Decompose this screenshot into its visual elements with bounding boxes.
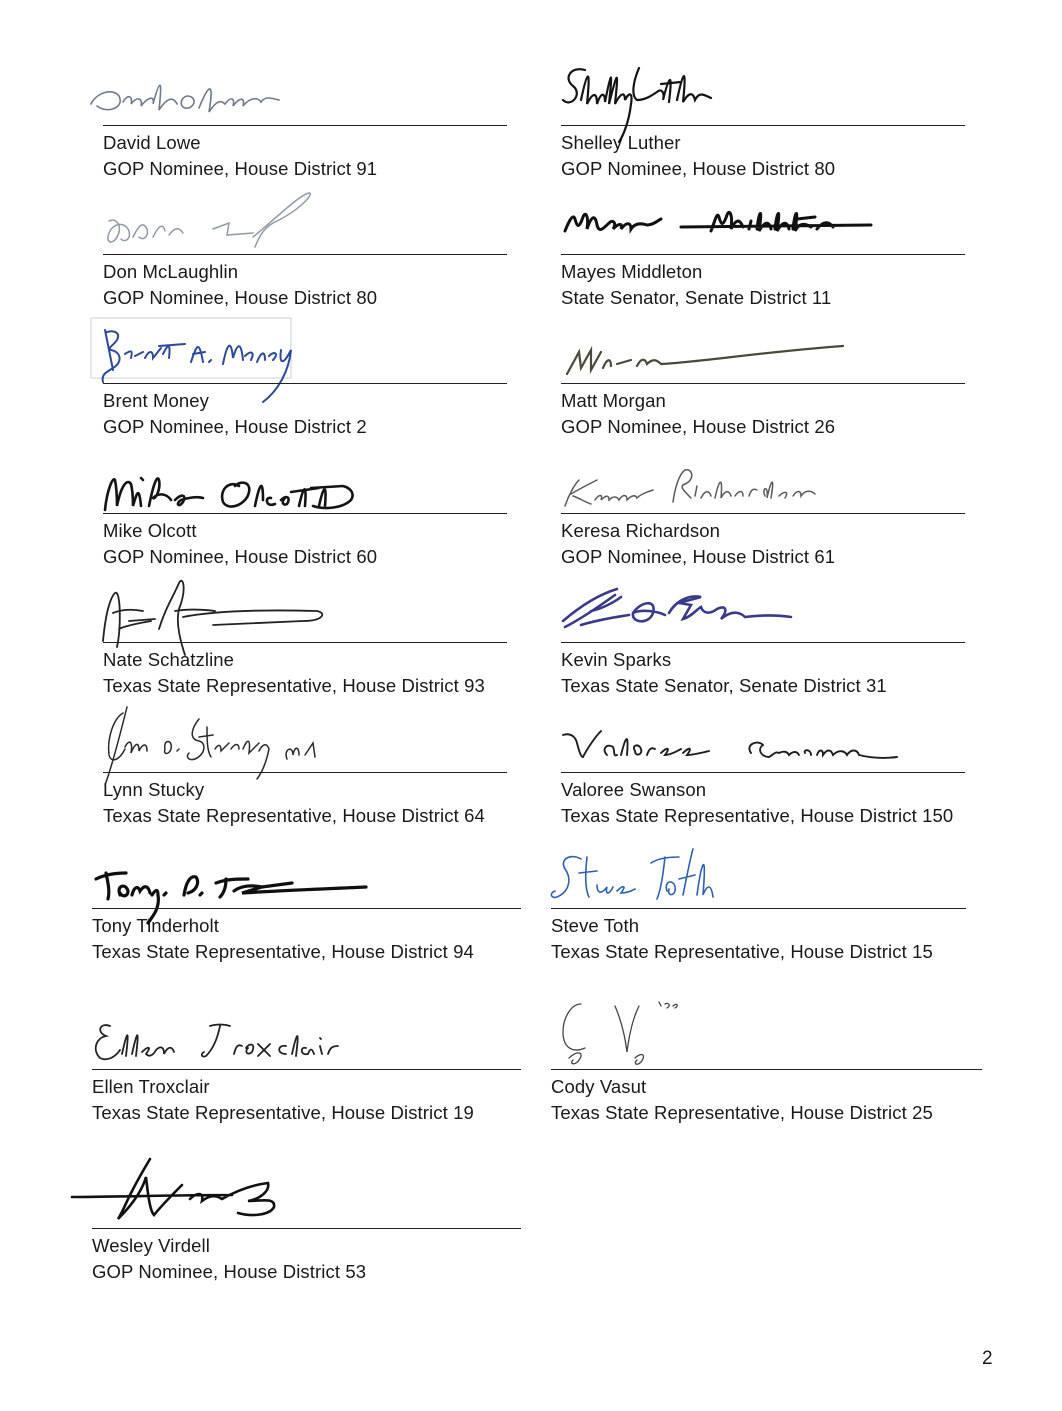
signature-ellen-troxclair [92, 996, 392, 1070]
signature-block-cody-vasut [551, 996, 982, 1126]
signature-block-don-mclaughlin [103, 181, 507, 311]
signature-matt-morgan [561, 310, 861, 384]
signature-block-ellen-troxclair [92, 996, 521, 1126]
signature-nate-schatzline [103, 569, 343, 659]
signature-area [551, 996, 982, 1070]
signature-block-lynn-stucky [103, 699, 507, 829]
signature-keresa-richardson [561, 440, 841, 514]
signer-title: Texas State Representative, House District 25 [551, 1102, 933, 1123]
signer-name: Mike Olcott [103, 520, 197, 541]
signer-name: David Lowe [103, 132, 201, 153]
signer-title: Texas State Senator, Senate District 31 [561, 675, 887, 696]
signer-title: GOP Nominee, House District 91 [103, 158, 378, 179]
signer-name: Don McLaughlin [103, 261, 239, 282]
signature-david-lowe [103, 52, 303, 126]
signer-name: Lynn Stucky [103, 779, 205, 800]
signature-area [561, 440, 965, 514]
signer-title: Texas State Representative, House District 94 [92, 941, 474, 962]
signature-block-steve-toth [551, 835, 966, 965]
signature-block-wesley-virdell [92, 1155, 521, 1285]
signature-area [561, 699, 965, 773]
signer-title: GOP Nominee, House District 53 [92, 1261, 367, 1282]
signer-name: Keresa Richardson [561, 520, 721, 541]
signature-block-keresa-richardson [561, 440, 965, 570]
signer-name: Brent Money [103, 390, 209, 411]
signature-block-brent-money [103, 310, 507, 440]
page-number: 2 [982, 1348, 993, 1369]
signature-area [92, 835, 521, 909]
signer-name: Kevin Sparks [561, 649, 672, 670]
signature-cody-vasut [551, 996, 711, 1070]
signer-name: Valoree Swanson [561, 779, 707, 800]
signature-area [103, 52, 507, 126]
signer-name: Mayes Middleton [561, 261, 703, 282]
signature-shelley-luther [561, 52, 761, 142]
signature-lynn-stucky [103, 699, 323, 789]
signer-title: Texas State Representative, House District 150 [561, 805, 954, 826]
signature-wesley-virdell [92, 1155, 322, 1229]
signer-name: Ellen Troxclair [92, 1076, 210, 1097]
signer-title: GOP Nominee, House District 2 [103, 416, 367, 437]
signature-area [103, 181, 507, 255]
signature-area [551, 835, 966, 909]
signature-area [103, 310, 507, 384]
signature-area [92, 1155, 521, 1229]
signer-name: Shelley Luther [561, 132, 681, 153]
signature-area [561, 310, 965, 384]
signature-area [103, 699, 507, 773]
signer-title: GOP Nominee, House District 60 [103, 546, 378, 567]
signature-steve-toth [551, 835, 751, 925]
signature-block-valoree-swanson [561, 699, 965, 829]
signer-name: Matt Morgan [561, 390, 666, 411]
signer-name: Nate Schatzline [103, 649, 235, 670]
signature-area [561, 569, 965, 643]
signer-name: Tony Tinderholt [92, 915, 219, 936]
signature-mike-olcott [103, 440, 403, 514]
signature-block-kevin-sparks [561, 569, 965, 699]
signature-block-nate-schatzline [103, 569, 507, 699]
signer-title: Texas State Representative, House District 19 [92, 1102, 474, 1123]
signer-name: Wesley Virdell [92, 1235, 210, 1256]
signature-area [103, 440, 507, 514]
signature-block-matt-morgan [561, 310, 965, 440]
signature-tony-tinderholt [92, 835, 382, 925]
signature-area [561, 52, 965, 126]
signature-valoree-swanson [561, 699, 921, 773]
signature-don-mclaughlin [103, 181, 323, 255]
signature-kevin-sparks [561, 569, 821, 643]
signer-title: GOP Nominee, House District 61 [561, 546, 836, 567]
signature-block-tony-tinderholt [92, 835, 521, 965]
signature-block-shelley-luther [561, 52, 965, 182]
signer-title: Texas State Representative, House District 64 [103, 805, 485, 826]
signature-mayes-middleton [561, 181, 881, 255]
signature-block-mayes-middleton [561, 181, 965, 311]
signer-title: GOP Nominee, House District 26 [561, 416, 836, 437]
signature-block-david-lowe [103, 52, 507, 182]
signer-name: Cody Vasut [551, 1076, 647, 1097]
signer-name: Steve Toth [551, 915, 640, 936]
signature-block-mike-olcott [103, 440, 507, 570]
signer-title: GOP Nominee, House District 80 [561, 158, 836, 179]
signer-title: Texas State Representative, House District 93 [103, 675, 485, 696]
signature-area [92, 996, 521, 1070]
signature-area [561, 181, 965, 255]
signer-title: GOP Nominee, House District 80 [103, 287, 378, 308]
signature-area [103, 569, 507, 643]
signer-title: State Senator, Senate District 11 [561, 287, 832, 308]
signature-brent-money [103, 310, 313, 410]
signer-title: Texas State Representative, House District 15 [551, 941, 933, 962]
